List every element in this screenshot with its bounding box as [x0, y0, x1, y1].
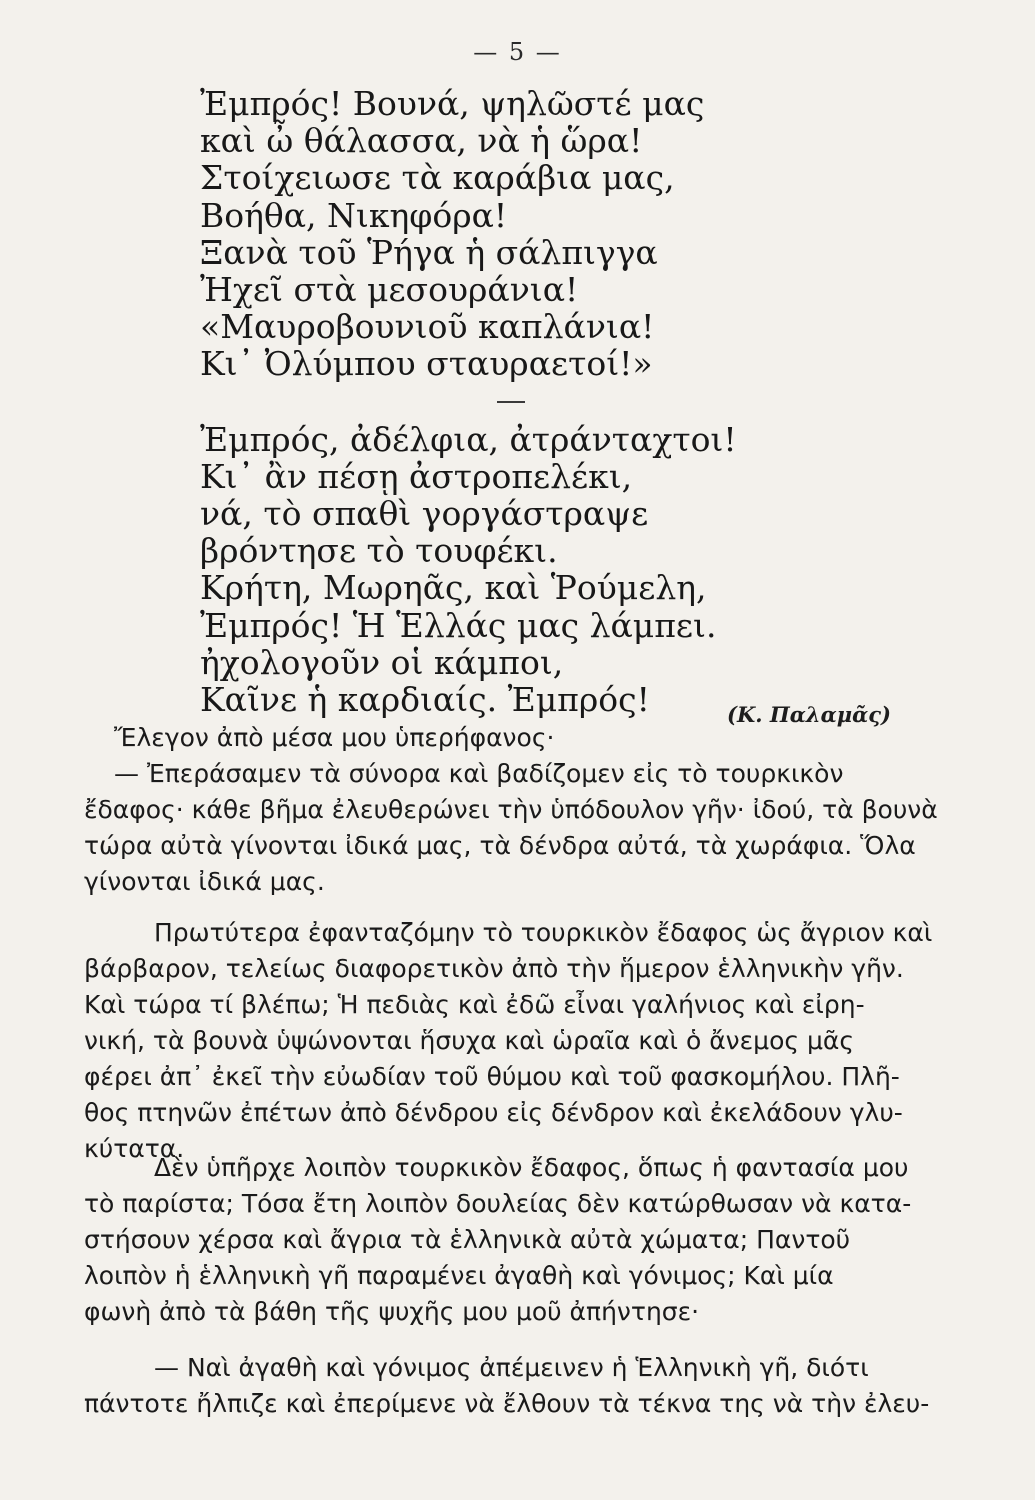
stanza-divider — [497, 401, 525, 403]
poem — [200, 85, 820, 718]
text-line: — Ναὶ ἀγαθὴ καὶ γόνιμος ἀπέμεινεν ἡ Ἑλληνικὴ γῆ, διότι — [154, 1353, 869, 1382]
verse-line: Ξανὰ τοῦ Ῥήγα ἡ σάλπιγγα — [200, 232, 658, 272]
text-line: Πρωτύτερα ἐφανταζόμην τὸ τουρκικὸν ἔδαφος ὡς ἄγριον καὶ — [154, 918, 933, 947]
verse-line: Ἐμπρός, ἀδέλφια, ἀτράνταχτοι! — [200, 419, 737, 459]
verse-line: Ἐμπρός! Ἡ Ἑλλάς μας λάμπει. — [200, 605, 717, 645]
text-line: — Ἐπεράσαμεν τὰ σύνορα καὶ βαδίζομεν εἰς τὸ τουρκικὸν — [114, 759, 844, 788]
verse-line: ἠχολογοῦν οἱ κάμποι, — [200, 642, 564, 682]
text-line: Δὲν ὑπῆρχε λοιπὸν τουρκικὸν ἔδαφος, ὅπως ἡ φαντασία μου — [154, 1153, 909, 1182]
paragraph-3 — [84, 1150, 964, 1330]
paragraph-2 — [84, 915, 964, 1167]
stanza-gap — [200, 383, 820, 421]
verse-line: «Μαυροβουνιοῦ καπλάνια! — [200, 307, 655, 347]
text-line: νική, τὰ βουνὰ ὑψώνονται ἥσυχα καὶ ὡραῖα καὶ ὁ ἄνεμος μᾶς — [84, 1026, 855, 1055]
text-line: φωνὴ ἀπὸ τὰ βάθη τῆς ψυχῆς μου μοῦ ἀπήντησε· — [84, 1297, 700, 1326]
verse-line: Στοίχειωσε τὰ καράβια μας, — [200, 158, 675, 198]
verse-line: βρόντησε τὸ τουφέκι. — [200, 531, 558, 571]
text-line: πάντοτε ἤλπιζε καὶ ἐπερίμενε νὰ ἔλθουν τὰ τέκνα της νὰ τὴν ἐλευ- — [84, 1389, 930, 1418]
text-line: Ἔλεγον ἀπὸ μέσα μου ὑπερήφανος· — [114, 723, 555, 752]
verse-line: Κι᾽ ἂν πέσῃ ἀστροπελέκι, — [200, 456, 633, 496]
verse-line: Ἠχεῖ στὰ μεσουράνια! — [200, 270, 579, 310]
paragraph-4 — [84, 1350, 964, 1422]
paragraph-1 — [84, 720, 964, 900]
text-line: γίνονται ἰδικά μας. — [84, 867, 325, 896]
text-line: ἔδαφος· κάθε βῆμα ἐλευθερώνει τὴν ὑπόδουλον γῆν· ἰδού, τὰ βουνὰ — [84, 795, 938, 824]
text-line: βάρβαρον, τελείως διαφορετικὸν ἀπὸ τὴν ἥμερον ἑλληνικὴν γῆν. — [84, 954, 904, 983]
verse-line: Κι᾽ Ὀλύμπου σταυραετοί!» — [200, 344, 653, 384]
page-number: — 5 — — [473, 38, 562, 66]
verse-line: Βοήθα, Νικηφόρα! — [200, 195, 508, 235]
text-line: θος πτηνῶν ἐπέτων ἀπὸ δένδρου εἰς δένδρον καὶ ἐκελάδουν γλυ- — [84, 1098, 903, 1127]
verse-line: νά, τὸ σπαθὶ γοργάστραψε — [200, 494, 649, 534]
verse-line: Καῖνε ἡ καρδιαίς. Ἐμπρός! — [200, 680, 650, 720]
text-line: στήσουν χέρσα καὶ ἄγρια τὰ ἑλληνικὰ αὐτὰ χώματα; Παντοῦ — [84, 1225, 851, 1254]
text-line: κύτατα. — [84, 1134, 185, 1163]
text-line: τώρα αὐτὰ γίνονται ἰδικά μας, τὰ δένδρα αὐτά, τὰ χωράφια. Ὅλα — [84, 831, 916, 860]
text-line: τὸ παρίστα; Τόσα ἔτη λοιπὸν δουλείας δὲν κατώρθωσαν νὰ κατα- — [84, 1189, 912, 1218]
text-line: φέρει ἀπ᾽ ἐκεῖ τὴν εὐωδίαν τοῦ θύμου καὶ τοῦ φασκομήλου. Πλῆ- — [84, 1062, 900, 1091]
text-line: Καὶ τώρα τί βλέπω; Ἡ πεδιὰς καὶ ἐδῶ εἶναι γαλήνιος καὶ εἰρη- — [84, 990, 865, 1019]
verse-line: Ἐμπρός! Βουνά, ψηλῶστέ μας — [200, 84, 705, 123]
poem-attribution: (Κ. Παλαμᾶς) — [727, 702, 891, 727]
verse-line: καὶ ὦ θάλασσα, νὰ ἡ ὥρα! — [200, 121, 643, 161]
text-line: λοιπὸν ἡ ἑλληνικὴ γῆ παραμένει ἀγαθὴ καὶ γόνιμος; Καὶ μία — [84, 1261, 834, 1290]
verse-line: Κρήτη, Μωρηᾶς, καὶ Ῥούμελη, — [200, 568, 707, 608]
